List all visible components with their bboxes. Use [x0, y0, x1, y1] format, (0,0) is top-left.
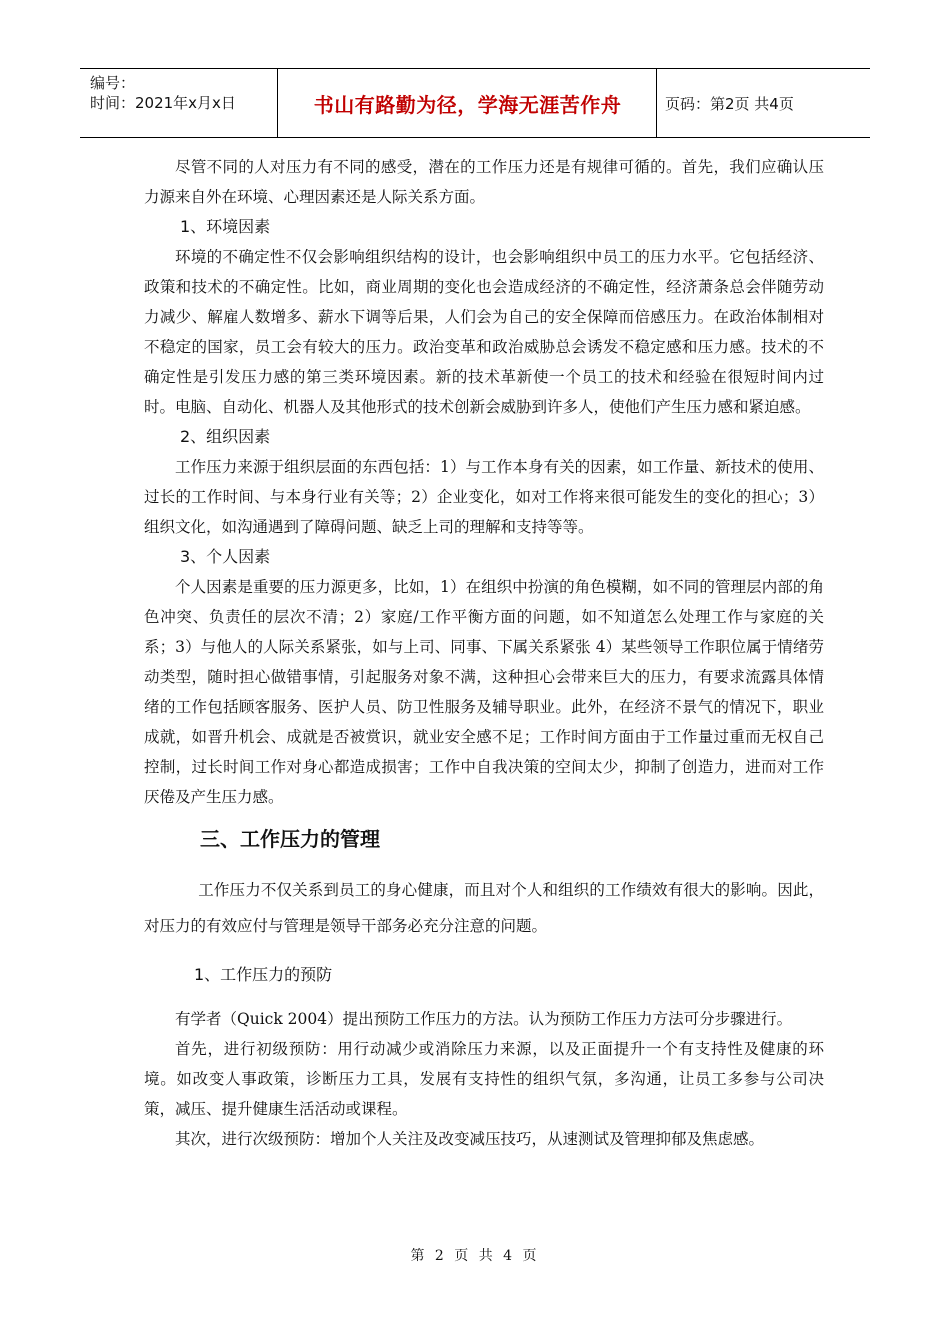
prevention-paragraph-2: 首先，进行初级预防：用行动减少或消除压力来源，以及正面提升一个有支持性及健康的环境。如改变人事政策，诊断压力工具，发展有支持性的组织气氛，多沟通，让员工多参与公司决策，减压、提升健康生活活动或课程。	[144, 1040, 824, 1118]
prevention-paragraph-1: 有学者（Quick 2004）提出预防工作压力的方法。认为预防工作压力方法可分步骤进行。	[175, 1010, 793, 1028]
environment-paragraph: 环境的不确定性不仅会影响组织结构的设计，也会影响组织中员工的压力水平。它包括经济、政策和技术的不确定性。比如，商业周期的变化也会造成经济的不确定性，经济萧条总会伴随劳动力减少、解雇人数增多、薪水下调等后果，人们会为自己的安全保障而倍感压力。在政治体制相对不稳定的国家，员工会有较大的压力。政治变革和政治威胁总会诱发不稳定感和压力感。技术的不确定性是引发压力感的第三类环境因素。新的技术革新使一个员工的技术和经验在很短时间内过时。电脑、自动化、机器人及其他形式的技术创新会威胁到许多人，使他们产生压力感和紧迫感。	[144, 248, 824, 416]
header-table	[80, 68, 870, 138]
time-label: 时间：2021年x月x日	[90, 94, 236, 112]
header-motto: 书山有路勤为径，学海无涯苦作舟	[279, 69, 657, 137]
header-meta	[80, 69, 278, 137]
organization-paragraph: 工作压力来源于组织层面的东西包括：1）与工作本身有关的因素，如工作量、新技术的使用、过长的工作时间、与本身行业有关等；2）企业变化，如对工作将来很可能发生的变化的担心；3）组织文化，如沟通遇到了障碍问题、缺乏上司的理解和支持等等。	[144, 458, 824, 536]
heading-personal: 3、个人因素	[180, 547, 271, 566]
heading-environment: 1、环境因素	[180, 217, 271, 236]
heading-organization: 2、组织因素	[180, 427, 271, 446]
page-footer: 第 2 页 共 4 页	[410, 1248, 540, 1264]
heading-prevention: 1、工作压力的预防	[194, 965, 333, 984]
prevention-paragraph-3: 其次，进行次级预防：增加个人关注及改变减压技巧，从速测试及管理抑郁及焦虑感。	[175, 1130, 765, 1148]
personal-paragraph: 个人因素是重要的压力源更多，比如，1）在组织中扮演的角色模糊，如不同的管理层内部的角色冲突、负责任的层次不清；2）家庭/工作平衡方面的问题，如不知道怎么处理工作与家庭的关系；3）与他人的人际关系紧张，如与上司、同事、下属关系紧张 4）某些领导工作职位属于情绪劳动类型，随时担心做错事情，引起服务对象不满，这种担心会带来巨大的压力，有要求流露具体情绪的工作包括顾客服务、医护人员、防卫性服务及辅导职业。此外，在经济不景气的情况下，职业成就，如晋升机会、成就是否被赏识，就业安全感不足；工作时间方面由于工作量过重而无权自己控制，过长时间工作对身心都造成损害；工作中自我决策的空间太少，抑制了创造力，进而对工作厌倦及产生压力感。	[144, 578, 824, 806]
document-body	[144, 152, 824, 1154]
management-paragraph: 工作压力不仅关系到员工的身心健康，而且对个人和组织的工作绩效有很大的影响。因此，对压力的有效应付与管理是领导干部务必充分注意的问题。	[144, 881, 824, 935]
section-heading-management: 三、工作压力的管理	[200, 827, 380, 851]
number-label: 编号：	[90, 74, 136, 92]
header-page-code: 页码：第2页 共4页	[665, 94, 794, 113]
intro-paragraph: 尽管不同的人对压力有不同的感受，潜在的工作压力还是有规律可循的。首先，我们应确认压力源来自外在环境、心理因素还是人际关系方面。	[144, 158, 824, 206]
